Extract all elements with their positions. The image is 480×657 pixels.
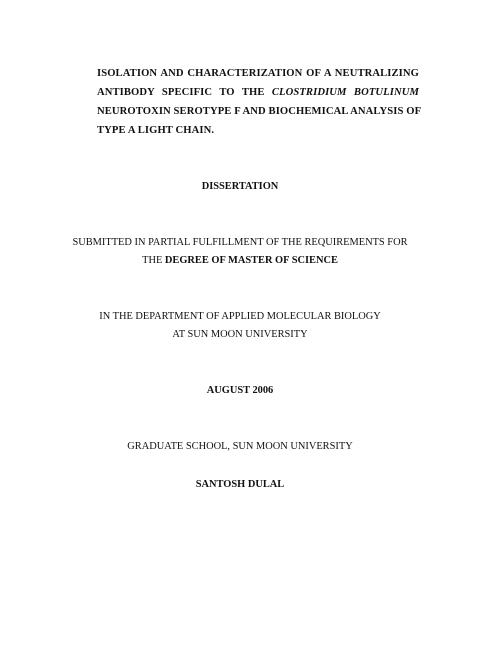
graduate-school: GRADUATE SCHOOL, SUN MOON UNIVERSITY — [127, 441, 353, 452]
submission-statement-line-1: SUBMITTED IN PARTIAL FULFILLMENT OF THE REQUIREMENTS FOR — [72, 237, 408, 248]
department-line-1: IN THE DEPARTMENT OF APPLIED MOLECULAR BIOLOGY — [99, 311, 381, 322]
thesis-title-line-4: TYPE A LIGHT CHAIN. — [97, 125, 215, 136]
submission-statement-line-2 — [0, 251, 480, 270]
thesis-title-line-2-text: ANTIBODY SPECIFIC TO THE — [97, 87, 272, 98]
thesis-title-line-3: NEUROTOXIN SEROTYPE F AND BIOCHEMICAL ANALYSIS OF — [97, 106, 422, 117]
thesis-title-line-1: ISOLATION AND CHARACTERIZATION OF A NEUTRALIZING — [97, 68, 419, 79]
submission-statement-prefix: THE — [142, 255, 165, 266]
department-line-2: AT SUN MOON UNIVERSITY — [172, 329, 308, 340]
author-name: SANTOSH DULAL — [195, 479, 285, 490]
thesis-title — [97, 64, 422, 140]
organism-name: CLOSTRIDIUM BOTULINUM — [271, 87, 419, 98]
document-type: DISSERTATION — [201, 181, 279, 192]
degree-name: DEGREE OF MASTER OF SCIENCE — [164, 255, 338, 266]
thesis-title-line-2 — [97, 83, 419, 102]
submission-date: AUGUST 2006 — [206, 385, 274, 396]
